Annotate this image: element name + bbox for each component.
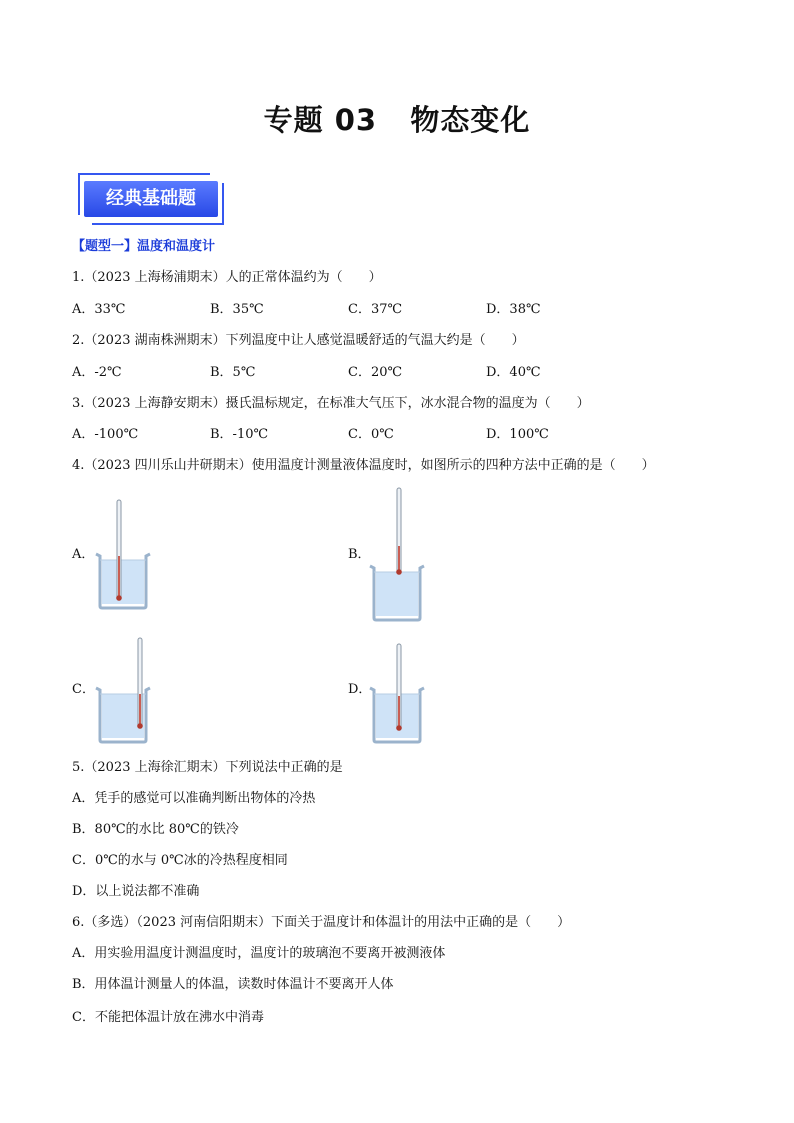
q3-option-b: B．-10℃ <box>210 427 269 442</box>
q5-option-b: B．80℃的水比 80℃的铁冷 <box>72 822 239 837</box>
thermometer-beaker-b-icon <box>366 486 428 622</box>
thermometer-beaker-d-icon <box>366 642 428 744</box>
q4-figure-a-label: A． <box>72 547 95 562</box>
q6-option-a: A．用实验用温度计测温度时，温度计的玻璃泡不要离开被测液体 <box>72 946 446 961</box>
page-title: 专题 03 物态变化 <box>263 103 531 137</box>
thermometer-beaker-c-icon <box>92 634 154 744</box>
q4-figure-c-label: C． <box>72 682 95 697</box>
q2-option-d: D．40℃ <box>486 365 541 380</box>
q1-option-a: A．33℃ <box>72 302 126 317</box>
q2-option-b: B．5℃ <box>210 365 256 380</box>
q3-option-c: C．0℃ <box>348 427 394 442</box>
section-heading: 【题型一】温度和温度计 <box>72 239 216 254</box>
q2-option-c: C．20℃ <box>348 365 403 380</box>
q4-figure-b-label: B． <box>348 547 371 562</box>
question-5-stem: 5.（2023 上海徐汇期末）下列说法中正确的是 <box>72 760 343 775</box>
q5-option-c: C．0℃的水与 0℃冰的冷热程度相同 <box>72 853 288 868</box>
question-3-stem: 3.（2023 上海静安期末）摄氏温标规定，在标准大气压下，冰水混合物的温度为（ ） <box>72 396 590 411</box>
question-2-stem: 2.（2023 湖南株洲期末）下列温度中让人感觉温暖舒适的气温大约是（ ） <box>72 333 525 348</box>
section-banner <box>78 173 224 225</box>
q4-figure-d-label: D． <box>348 682 372 697</box>
question-6-stem: 6.（多选）（2023 河南信阳期末）下面关于温度计和体温计的用法中正确的是（ ） <box>72 915 571 930</box>
q3-option-d: D．100℃ <box>486 427 549 442</box>
q1-option-c: C．37℃ <box>348 302 403 317</box>
q1-option-b: B．35℃ <box>210 302 264 317</box>
banner-label: 经典基础题 <box>106 188 196 209</box>
q6-option-c: C．不能把体温计放在沸水中消毒 <box>72 1010 264 1025</box>
question-4-stem: 4.（2023 四川乐山井研期末）使用温度计测量液体温度时，如图所示的四种方法中正确的是（ ） <box>72 458 655 473</box>
q2-option-a: A．-2℃ <box>72 365 122 380</box>
q5-option-a: A．凭手的感觉可以准确判断出物体的冷热 <box>72 791 316 806</box>
q5-option-d: D．以上说法都不准确 <box>72 884 200 899</box>
q1-option-d: D．38℃ <box>486 302 541 317</box>
q3-option-a: A．-100℃ <box>72 427 139 442</box>
q6-option-b: B．用体温计测量人的体温，读数时体温计不要离开人体 <box>72 977 394 992</box>
question-1-stem: 1.（2023 上海杨浦期末）人的正常体温约为（ ） <box>72 270 382 285</box>
thermometer-beaker-a-icon <box>92 496 154 610</box>
